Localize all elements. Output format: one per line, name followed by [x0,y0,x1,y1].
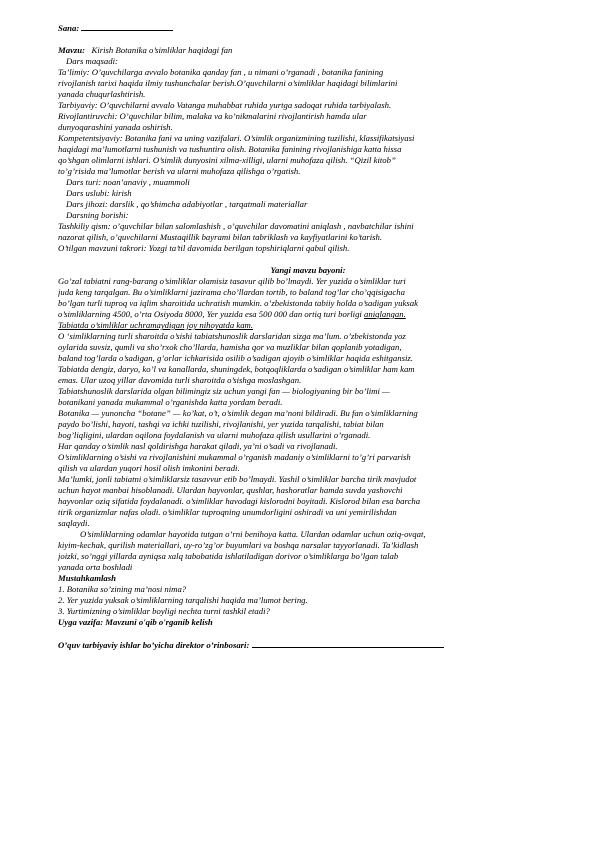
reinforcement-heading: Mustahkamlash [58,573,116,583]
body-line: baland tog’larda o’sadigan, g’orlar ichkarisida osilib o’sadigan ajoyib o’simliklar haqida eshitgansiz. [58,353,413,363]
question-item: 1. Botanika so’zining ma’nosi nima? [58,584,187,594]
body-line: yanada orta boshladi [58,562,133,572]
body-line: joizki, so’nggi yillarda ayniqsa xalq tabobatida ishlatiladigan dorivor o’simliklarga bo’lgan talab [58,551,399,561]
plan-line: yanada chuqurlashtirish. [58,89,146,99]
body-line: oylarida suvsiz, qumli va sho’rxok cho’llarda, hamisha qor va muzliklar bilan qoplanib yotadigan, [58,342,402,352]
plan-line: Dars jihozi: darslik , qo’shimcha adabiyotlar , tarqatmali materiallar [66,199,308,209]
topic-row [58,45,558,56]
body-line: tirik organizmlar nafas oladi. o’simliklar tuproqning unumdorligini oshiradi va uni yemirilishdan [58,507,397,517]
date-row [58,22,558,34]
body-line [58,309,558,320]
plan-line: Tarbiyaviy: O’quvchilarni avvalo Vatanga muhabbat ruhida yurtga sadoqat ruhida tarbiyalash. [58,100,392,110]
new-topic-heading: Yangi mavzu bayoni: [270,265,346,275]
underlined-text: aniqlangan. [364,309,406,319]
homework-line: Uyga vazifa: Mavzuni o'qib o'rganib kelish [58,617,213,627]
body-line: botanikani yanada mukammal o’rganishda katta yordam beradi. [58,397,283,407]
plan-line: Darsning borishi: [66,210,129,220]
plan-line: rivojlanish tarixi haqida ilmiy tushunchalar berish.O’quvchilarni o’simliklar haqidagi bilimlarini [58,78,398,88]
plan-line: haqidagi ma’lumotlarni tushunish va tushuntira olish. Botanika fanining rivojlanishiga katta hissa [58,144,402,154]
date-blank-line [81,22,173,31]
body-line: O ‘simliklarning turli sharoitda o’sishi tabiatshunoslik darslaridan sizga ma’lum. o’zbekistonda yoz [58,331,406,341]
plan-line: dunyoqarashini yanada oshirish. [58,122,173,132]
body-line: Ma’lumki, jonli tabiatni o’simliklarsiz tasavvur etib bo’lmaydi. Yashil o’simliklar barcha tirik mavjudot [58,474,417,484]
body-line: Botanika — yunoncha “botane” — ko’kat, o’t, o’simlik degan ma’noni bildiradi. Bu fan o’simliklarning [58,408,418,418]
plan-line: qo’shgan olimlarni ishlari. O’simlik dunyosini xilma-xilligi, ularni muhofaza qilish. “Qizil kitob” [58,155,396,165]
body-line: hayvonlar oziq sifatida foydalanadi. o’simliklar havodagi kislorodni boyitadi. Kislorod bilan esa barcha [58,496,421,506]
body-line: O’simliklarning o’sishi va rivojlanishini mukammal o’rganish madaniy o’simliklarni to’g’ri parvarish [58,452,411,462]
plan-line: O’tilgan mavzuni takrori: Yozgi ta’til davomida berilgan topshiriqlarni qabul qilish. [58,243,350,253]
body-line: uchun hayot manbai hisoblanadi. Ulardan hayvonlar, qushlar, hashoratlar hamda suvda yashovchi [58,485,403,495]
body-text: o’simliklarning 4500, o’rta Osiyoda 8000, Yer yuzida esa 500 000 dan ortiq turi borligi [58,309,365,319]
body-line: bog’liqligini, ulardan oqilona foydalanish va ularni muhofaza qilish usullarini o’rganadi. [58,430,371,440]
date-label: Sana: [58,23,80,33]
body-line: emas. Ular uzoq yillar davomida turli sharoitda o’sishga moslashgan. [58,375,302,385]
question-item: 3. Yurtimizning o’simliklar boyligi nechta turni tashkil etadi? [58,606,270,616]
topic-value: Kirish Botanika o’simliklar haqidagi fan [91,45,233,55]
plan-line: Dars turi: noan’anaviy , muammoli [66,177,190,187]
body-line: bo’lgan turli tuproq va iqlim sharoitida uchratish mumkin. o’zbekistonda tabiiy holda o’sadigan yuksak [58,298,418,308]
plan-line: to’g’risida ma’lumotlar berish va ularni muhofaza qilishga o’rgatish. [58,166,301,176]
plan-line: Kompetentsiyaviy: Botanika fani va uning vazifalari. O’simlik organizmining tuzilishi, klassifikatsiyasi [58,133,415,143]
body-line: paydo bo’lishi, hayoti, tashqi va ichki tuzilishi, rivojlanishi, yer yuzida tarqalishi, tabiat bilan [58,419,384,429]
plan-line: Rivojlantiruvchi: O’quvchilar bilim, malaka va ko’nikmalarini rivojlantirish hamda ular [58,111,367,121]
plan-line: nazorat qilish, o’quvchilarni Mustaqillik bayrami bilan tabriklash va kayfiyatlarini ko’tarish. [58,232,383,242]
plan-line: Tashkiliy qism: o’quvchilar bilan salomlashish , o’quvchilar davomatini aniqlash , navbatchilar ishini [58,221,414,231]
body-line: saqlaydi. [58,518,90,528]
signature-blank-line [252,639,444,648]
body-line: Har qanday o’simlik nasl qoldirishga harakat qiladi, ya’ni o’sadi va rivojlanadi. [58,441,338,451]
signature-row [58,639,558,651]
body-line: Tabiatshunoslik darslarida olgan bilimingiz siz uchun yangi fan — biologiyaning bir bo’limi — [58,386,390,396]
topic-label: Mavzu: [58,45,86,55]
question-item: 2. Yer yuzida yuksak o’simliklarning tarqalishi haqida ma’lumot bering. [58,595,308,605]
signature-label: O’quv tarbiyaviy ishlar bo’yicha direktor o’rinbosari: [58,640,250,650]
lesson-plan-document [58,22,558,651]
body-line: juda keng tarqalgan. Bu o’simliklarni jazirama cho’llardan tortib, to baland tog’lar cho’qqisigacha [58,287,405,297]
body-line: Go’zal tabiatni rang-barang o’simliklar olamisiz tasavur qilib bo’lmaydi. Yer yuzida o’simliklar turi [58,276,406,286]
plan-line: Dars maqsadi: [66,56,118,66]
plan-line: Ta’limiy: O’quvchilarga avvalo botanika qanday fan , u nimani o’rganadi , botanika fanining [58,67,384,77]
body-line: kiyim-kechak, qurilish materiallari, uy-ro’zg’or buyumlari va boshqa narsalar tayyorlanadi. Ta’kidlash [58,540,419,550]
body-line: qilish va ulardan yuqori hosil olish imkonini beradi. [58,463,240,473]
plan-line: Dars uslubi: kirish [66,188,132,198]
body-line: O’simliklarning odamlar hayotida tutgan o’rni benihoya katta. Ulardan odamlar uchun oziq-ovqat, [80,529,426,539]
body-line: Tabiatda dengiz, daryo, ko’l va kanallarda, shuningdek, botqoqliklarda o’sadigan o’simliklar ham kam [58,364,415,374]
underlined-body-line: Tabiatda o’simliklar uchramaydigan joy nihoyatda kam. [58,320,253,330]
